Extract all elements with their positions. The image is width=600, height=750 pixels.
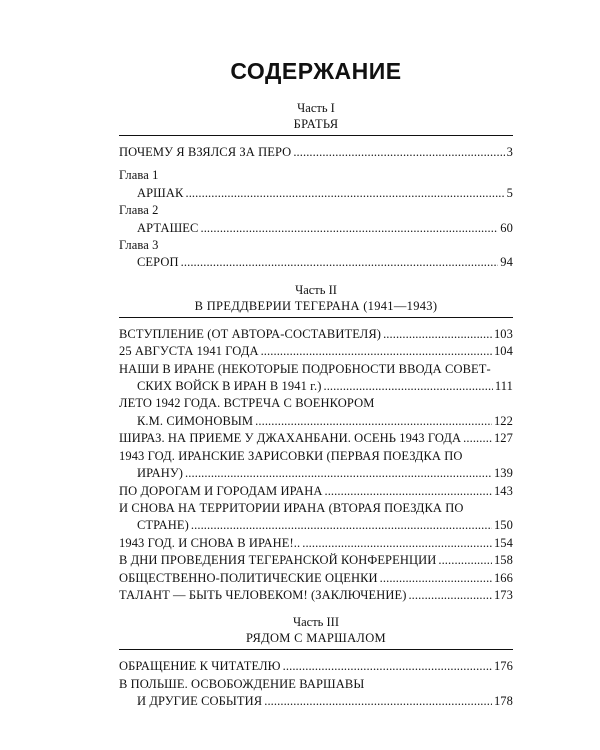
toc-list	[119, 100, 513, 711]
toc-entry[interactable]	[119, 552, 513, 569]
dot-leader	[191, 517, 492, 534]
page-number: 60	[500, 220, 513, 235]
dot-leader	[438, 552, 492, 569]
part-title: БРАТЬЯ	[119, 116, 513, 136]
entry-title: ОБРАЩЕНИЕ К ЧИТАТЕЛЮ	[119, 659, 281, 674]
entry-title: В ДНИ ПРОВЕДЕНИЯ ТЕГЕРАНСКОЙ КОНФЕРЕНЦИИ	[119, 553, 437, 568]
entry-row	[119, 144, 513, 161]
page-number: 139	[493, 466, 513, 481]
entry-title-line: И СНОВА НА ТЕРРИТОРИИ ИРАНА (ВТОРАЯ ПОЕЗДКА ПО	[119, 500, 464, 515]
entry-title: ИРАНУ)	[137, 466, 184, 481]
entry-title: ТАЛАНТ — БЫТЬ ЧЕЛОВЕКОМ! (ЗАКЛЮЧЕНИЕ)	[119, 587, 407, 602]
page-number: 3	[506, 145, 513, 159]
toc-entry[interactable]	[119, 395, 513, 430]
dot-leader	[181, 254, 499, 271]
dot-leader	[185, 185, 504, 202]
dot-leader	[283, 658, 492, 675]
entry-title: СЕРОП	[137, 255, 179, 270]
dot-leader	[463, 430, 492, 447]
dot-leader	[293, 144, 504, 161]
page-number: 150	[493, 518, 513, 533]
dot-leader	[185, 465, 492, 482]
page-number: 104	[493, 344, 513, 359]
entry-row	[119, 430, 513, 447]
entry-title-line: НАШИ В ИРАНЕ (НЕКОТОРЫЕ ПОДРОБНОСТИ ВВОДА СОВЕТ-	[119, 361, 491, 376]
entry-title: ПОЧЕМУ Я ВЗЯЛСЯ ЗА ПЕРО	[119, 145, 292, 159]
entry-row	[119, 535, 513, 552]
toc-entry[interactable]	[119, 430, 513, 447]
part-number: Часть III	[293, 615, 339, 630]
page-number: 154	[493, 535, 513, 550]
entry-row	[119, 570, 513, 587]
entry-title: СТРАНЕ)	[137, 518, 189, 533]
entry-row	[119, 326, 513, 343]
dot-leader	[408, 587, 491, 604]
toc-part	[119, 614, 513, 710]
entry-row	[119, 185, 513, 202]
entry-title-line: В ПОЛЬШЕ. ОСВОБОЖДЕНИЕ ВАРШАВЫ	[119, 676, 365, 691]
page-number: 173	[493, 587, 513, 602]
page-number: 176	[493, 659, 513, 674]
toc-entry[interactable]	[119, 676, 513, 711]
entry-row	[119, 517, 513, 534]
toc-entry[interactable]	[119, 343, 513, 360]
page-number: 103	[493, 326, 513, 341]
dot-leader	[264, 693, 492, 710]
chapter-label: Глава 2	[119, 203, 159, 218]
page-title: СОДЕРЖАНИЕ	[230, 58, 402, 84]
entry-title: АРТАШЕС	[137, 220, 199, 235]
toc-part	[119, 282, 513, 605]
toc-entry[interactable]	[119, 658, 513, 675]
page-number: 178	[493, 694, 513, 709]
entry-row	[119, 343, 513, 360]
dot-leader	[261, 343, 492, 360]
chapter-label: Глава 1	[119, 168, 159, 183]
chapter-label: Глава 3	[119, 238, 159, 253]
entry-title: ВСТУПЛЕНИЕ (ОТ АВТОРА-СОСТАВИТЕЛЯ)	[119, 326, 382, 341]
toc-entry[interactable]	[119, 167, 513, 202]
part-number: Часть II	[295, 282, 337, 297]
entry-row	[119, 220, 513, 237]
toc-entry[interactable]	[119, 326, 513, 343]
toc-part	[119, 100, 513, 272]
entry-row	[119, 465, 513, 482]
dot-leader	[255, 413, 492, 430]
entry-row	[119, 693, 513, 710]
entry-title-line: ЛЕТО 1942 ГОДА. ВСТРЕЧА С ВОЕНКОРОМ	[119, 396, 375, 411]
part-title: РЯДОМ С МАРШАЛОМ	[119, 630, 513, 650]
toc-entry[interactable]	[119, 361, 513, 396]
entry-title: СКИХ ВОЙСК В ИРАН В 1941 г.)	[137, 379, 322, 394]
dot-leader	[200, 220, 498, 237]
page-number: 94	[500, 255, 513, 270]
entry-row	[119, 413, 513, 430]
entry-title: 25 АВГУСТА 1941 ГОДА	[119, 344, 259, 359]
toc-entry[interactable]	[119, 483, 513, 500]
toc-entry[interactable]	[119, 570, 513, 587]
toc-entry[interactable]	[119, 500, 513, 535]
part-number: Часть I	[297, 101, 335, 115]
entry-row	[119, 658, 513, 675]
entry-row	[119, 587, 513, 604]
entry-row	[119, 552, 513, 569]
toc-entry[interactable]	[119, 237, 513, 272]
entry-title: ПО ДОРОГАМ И ГОРОДАМ ИРАНА	[119, 483, 323, 498]
page-number: 143	[493, 483, 513, 498]
entry-title: ШИРАЗ. НА ПРИЕМЕ У ДЖАХАНБАНИ. ОСЕНЬ 1943 ГОДА	[119, 431, 462, 446]
entry-row	[119, 483, 513, 500]
entry-row	[119, 254, 513, 271]
toc-page	[119, 52, 513, 711]
part-title: В ПРЕДДВЕРИИ ТЕГЕРАНА (1941—1943)	[119, 298, 513, 318]
dot-leader	[383, 326, 492, 343]
entry-title: 1943 ГОД. И СНОВА В ИРАНЕ!..	[119, 535, 301, 550]
dot-leader	[324, 483, 491, 500]
page-number: 122	[493, 413, 513, 428]
entry-title: И ДРУГИЕ СОБЫТИЯ	[137, 694, 263, 709]
entry-title-line: 1943 ГОД. ИРАНСКИЕ ЗАРИСОВКИ (ПЕРВАЯ ПОЕЗДКА ПО	[119, 448, 463, 463]
entry-title: ОБЩЕСТВЕННО-ПОЛИТИЧЕСКИЕ ОЦЕНКИ	[119, 570, 378, 585]
toc-entry[interactable]	[119, 448, 513, 483]
entry-title: АРШАК	[137, 185, 184, 200]
toc-entry[interactable]	[119, 144, 513, 161]
dot-leader	[323, 378, 492, 395]
dot-leader	[380, 570, 492, 587]
entry-title: К.М. СИМОНОВЫМ	[137, 413, 254, 428]
dot-leader	[302, 535, 492, 552]
page-number: 127	[493, 431, 513, 446]
page-number: 158	[493, 553, 513, 568]
page-number: 5	[506, 185, 513, 200]
page-number: 166	[493, 570, 513, 585]
entry-row	[119, 378, 513, 395]
toc-entry[interactable]	[119, 202, 513, 237]
page-number: 111	[494, 379, 513, 394]
toc-entry[interactable]	[119, 587, 513, 604]
toc-entry[interactable]	[119, 535, 513, 552]
